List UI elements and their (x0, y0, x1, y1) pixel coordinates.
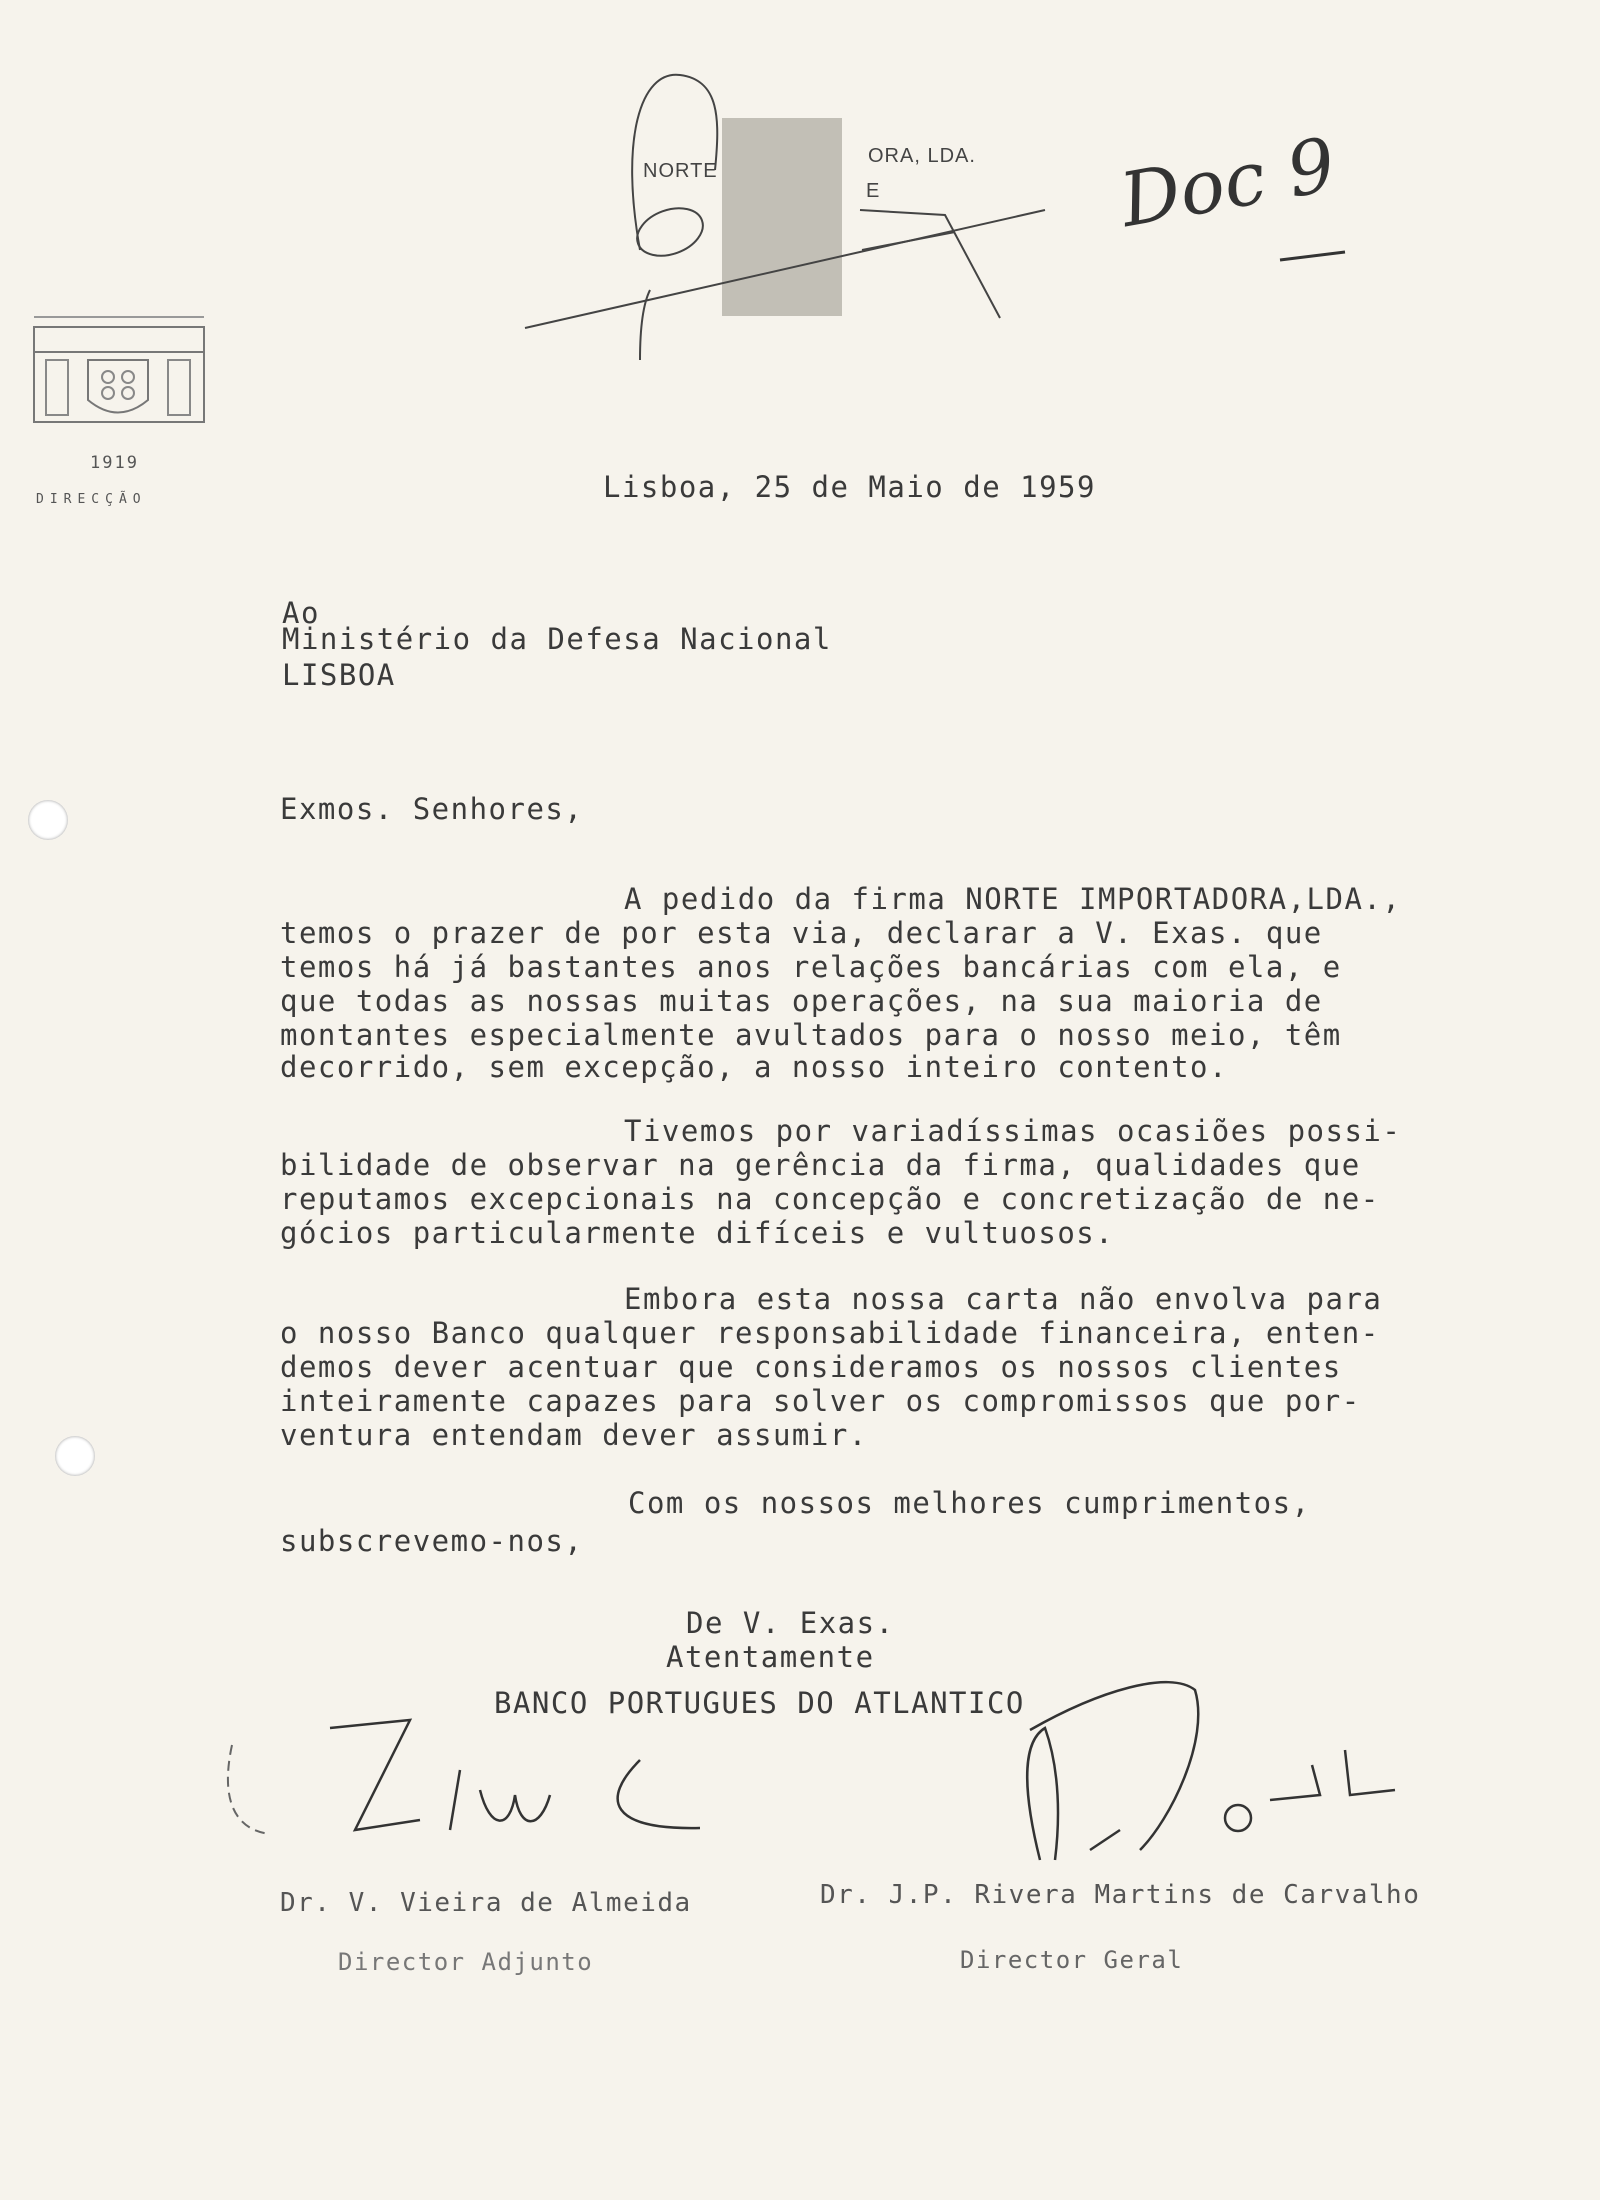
paragraph-line: temos há já bastantes anos relações bancárias com ela, e (280, 950, 1342, 984)
closing-line-2: Atentamente (666, 1640, 875, 1674)
stamp-text-left: NORTE (643, 160, 718, 182)
signatory-title-left: Director Adjunto (338, 1948, 594, 1976)
closing-line-1: De V. Exas. (686, 1606, 895, 1640)
paragraph-line: Tivemos por variadíssimas ocasiões possi- (624, 1114, 1402, 1148)
paragraph-line: gócios particularmente difíceis e vultuosos. (280, 1216, 1115, 1250)
recipient-line-3: LISBOA (282, 658, 396, 692)
paragraph-line: temos o prazer de por esta via, declarar a V. Exas. que (280, 916, 1323, 950)
stamp-text-right: ORA, LDA. (868, 145, 976, 167)
signatory-title-right: Director Geral (960, 1946, 1184, 1974)
paragraph-line: reputamos excepcionais na concepção e concretização de ne- (280, 1182, 1380, 1216)
salutation: Exmos. Senhores, (280, 792, 584, 826)
paragraph-line: subscrevemo-nos, (280, 1524, 584, 1558)
paragraph-line: bilidade de observar na gerência da firma, qualidades que (280, 1148, 1361, 1182)
paragraph-line: ventura entendam dever assumir. (280, 1418, 868, 1452)
paragraph-line: A pedido da firma NORTE IMPORTADORA,LDA., (624, 882, 1402, 916)
handwritten-document-note: Doc 9 (1114, 121, 1342, 245)
bank-logo-caption: DIRECÇÃO (36, 492, 147, 507)
bank-name: BANCO PORTUGUES DO ATLANTICO (494, 1686, 1025, 1720)
paragraph-line: Com os nossos melhores cumprimentos, (628, 1486, 1311, 1520)
signatory-name-right: Dr. J.P. Rivera Martins de Carvalho (820, 1880, 1421, 1910)
paragraph-line: o nosso Banco qualquer responsabilidade financeira, enten- (280, 1316, 1380, 1350)
stamp-text-e: E (866, 180, 881, 202)
paragraph-line: decorrido, sem excepção, a nosso inteiro contento. (280, 1050, 1228, 1084)
paragraph-line: demos dever acentuar que consideramos os nossos clientes (280, 1350, 1342, 1384)
recipient-line-1: Ao (282, 596, 320, 630)
paragraph-line: Embora esta nossa carta não envolva para (624, 1282, 1383, 1316)
letter-date: Lisboa, 25 de Maio de 1959 (603, 470, 1096, 504)
paragraph-line: que todas as nossas muitas operações, na sua maioria de (280, 984, 1323, 1018)
paragraph-line: montantes especialmente avultados para o nosso meio, têm (280, 1018, 1342, 1052)
signatory-name-left: Dr. V. Vieira de Almeida (280, 1888, 692, 1918)
bank-logo-year: 1919 (90, 453, 139, 473)
recipient-line-2: Ministério da Defesa Nacional (282, 622, 832, 656)
paragraph-line: inteiramente capazes para solver os compromissos que por- (280, 1384, 1361, 1418)
